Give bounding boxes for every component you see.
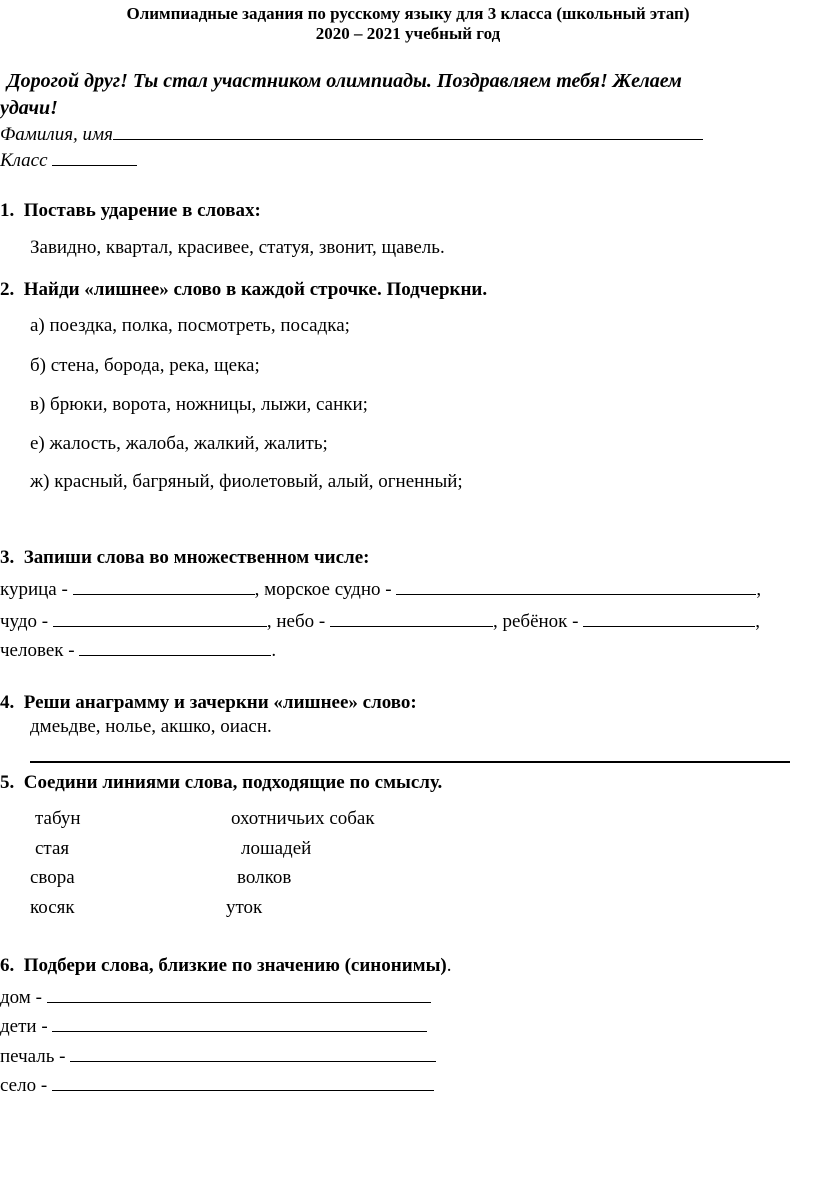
task-6-row-1 [0,985,431,1009]
word-pechal: печаль - [0,1046,66,1067]
task-2-line-e: ж) красный, багряный, фиолетовый, алый, огненный; [30,471,463,492]
word-dom: дом - [0,987,42,1008]
page-title: Олимпиадные задания по русскому языку для 3 класса (школьный этап) [126,4,690,23]
word-morskoe-sudno: , морское судно - [254,579,392,600]
task-3-number: 3. [0,547,15,568]
task-2-line-c: в) брюки, ворота, ножницы, лыжи, санки; [30,394,368,415]
task-2-line-a: а) поездка, полка, посмотреть, посадка; [30,315,350,336]
word-nebo: , небо - [266,611,326,632]
task-5-heading [0,772,442,794]
task-2-line-d: е) жалость, жалоба, жалкий, жалить; [30,433,328,454]
task-1-title: Поставь ударение в словах: [23,200,261,221]
answer-blank[interactable] [330,609,493,627]
task-3-row-2 [0,609,760,633]
task-5-left-3[interactable]: свора [30,867,75,888]
task-5-left-4[interactable]: косяк [30,897,75,918]
task-6-period: . [446,955,452,976]
name-field[interactable] [0,122,703,146]
comma: , [755,611,760,632]
task-5-right-3[interactable]: волков [237,867,292,888]
greeting-line-2: удачи! [0,97,58,119]
task-5-right-2[interactable]: лошадей [241,838,312,859]
word-rebyonok: , ребёнок - [492,611,579,632]
class-field[interactable] [0,148,137,172]
answer-blank[interactable] [52,1073,434,1091]
task-2-heading [0,279,487,301]
period: . [271,640,277,661]
answer-blank[interactable] [52,1014,427,1032]
task-1-heading [0,200,261,222]
task-6-heading [0,955,452,977]
word-kuritsa: курица - [0,579,68,600]
answer-blank[interactable] [79,638,271,656]
answer-blank[interactable] [73,577,255,595]
answer-blank[interactable] [396,577,756,595]
answer-blank[interactable] [53,609,267,627]
task-3-title: Запиши слова во множественном числе: [23,547,370,568]
answer-blank[interactable] [583,609,755,627]
word-chelovek: человек - [0,640,75,661]
task-4-heading [0,692,417,714]
name-label: Фамилия, имя [0,124,113,145]
task-1-words: Завидно, квартал, красивее, статуя, звонит, щавель. [30,237,445,258]
class-label: Класс [0,150,48,171]
class-blank[interactable] [52,148,137,166]
greeting-line-1: Дорогой друг! Ты стал участником олимпиады. Поздравляем тебя! Желаем [7,70,682,92]
task-3-row-3 [0,638,276,662]
task-4-number: 4. [0,692,15,713]
comma: , [756,579,762,600]
task-3-heading [0,547,369,569]
task-4-title: Реши анаграмму и зачеркни «лишнее» слово: [23,692,417,713]
task-3-row-1 [0,577,761,601]
word-deti: дети - [0,1016,48,1037]
word-chudo: чудо - [0,611,49,632]
task-2-line-b: б) стена, борода, река, щека; [30,355,260,376]
task-5-number: 5. [0,772,15,793]
task-4-words: дмеьдве, нолье, акшко, оиасн. [30,716,272,737]
task-6-row-2 [0,1014,427,1038]
task-2-title: Найди «лишнее» слово в каждой строчке. Подчеркни. [23,279,488,300]
task-5-title: Соедини линиями слова, подходящие по смыслу. [23,772,443,793]
task-6-number: 6. [0,955,15,976]
name-blank[interactable] [113,122,703,140]
task-5-right-4[interactable]: уток [226,897,263,918]
task-6-title: Подбери слова, близкие по значению (синонимы) [23,955,447,976]
task-5-left-1[interactable]: табун [35,808,81,829]
task-5-right-1[interactable]: охотничьих собак [231,808,375,829]
page-subtitle: 2020 – 2021 учебный год [315,24,501,43]
task-2-number: 2. [0,279,15,300]
answer-blank[interactable] [47,985,431,1003]
task-4-answer-line[interactable] [30,761,790,763]
task-6-row-3 [0,1044,436,1068]
task-6-row-4 [0,1073,434,1097]
word-selo: село - [0,1075,48,1096]
task-5-left-2[interactable]: стая [35,838,70,859]
task-1-number: 1. [0,200,15,221]
answer-blank[interactable] [70,1044,436,1062]
